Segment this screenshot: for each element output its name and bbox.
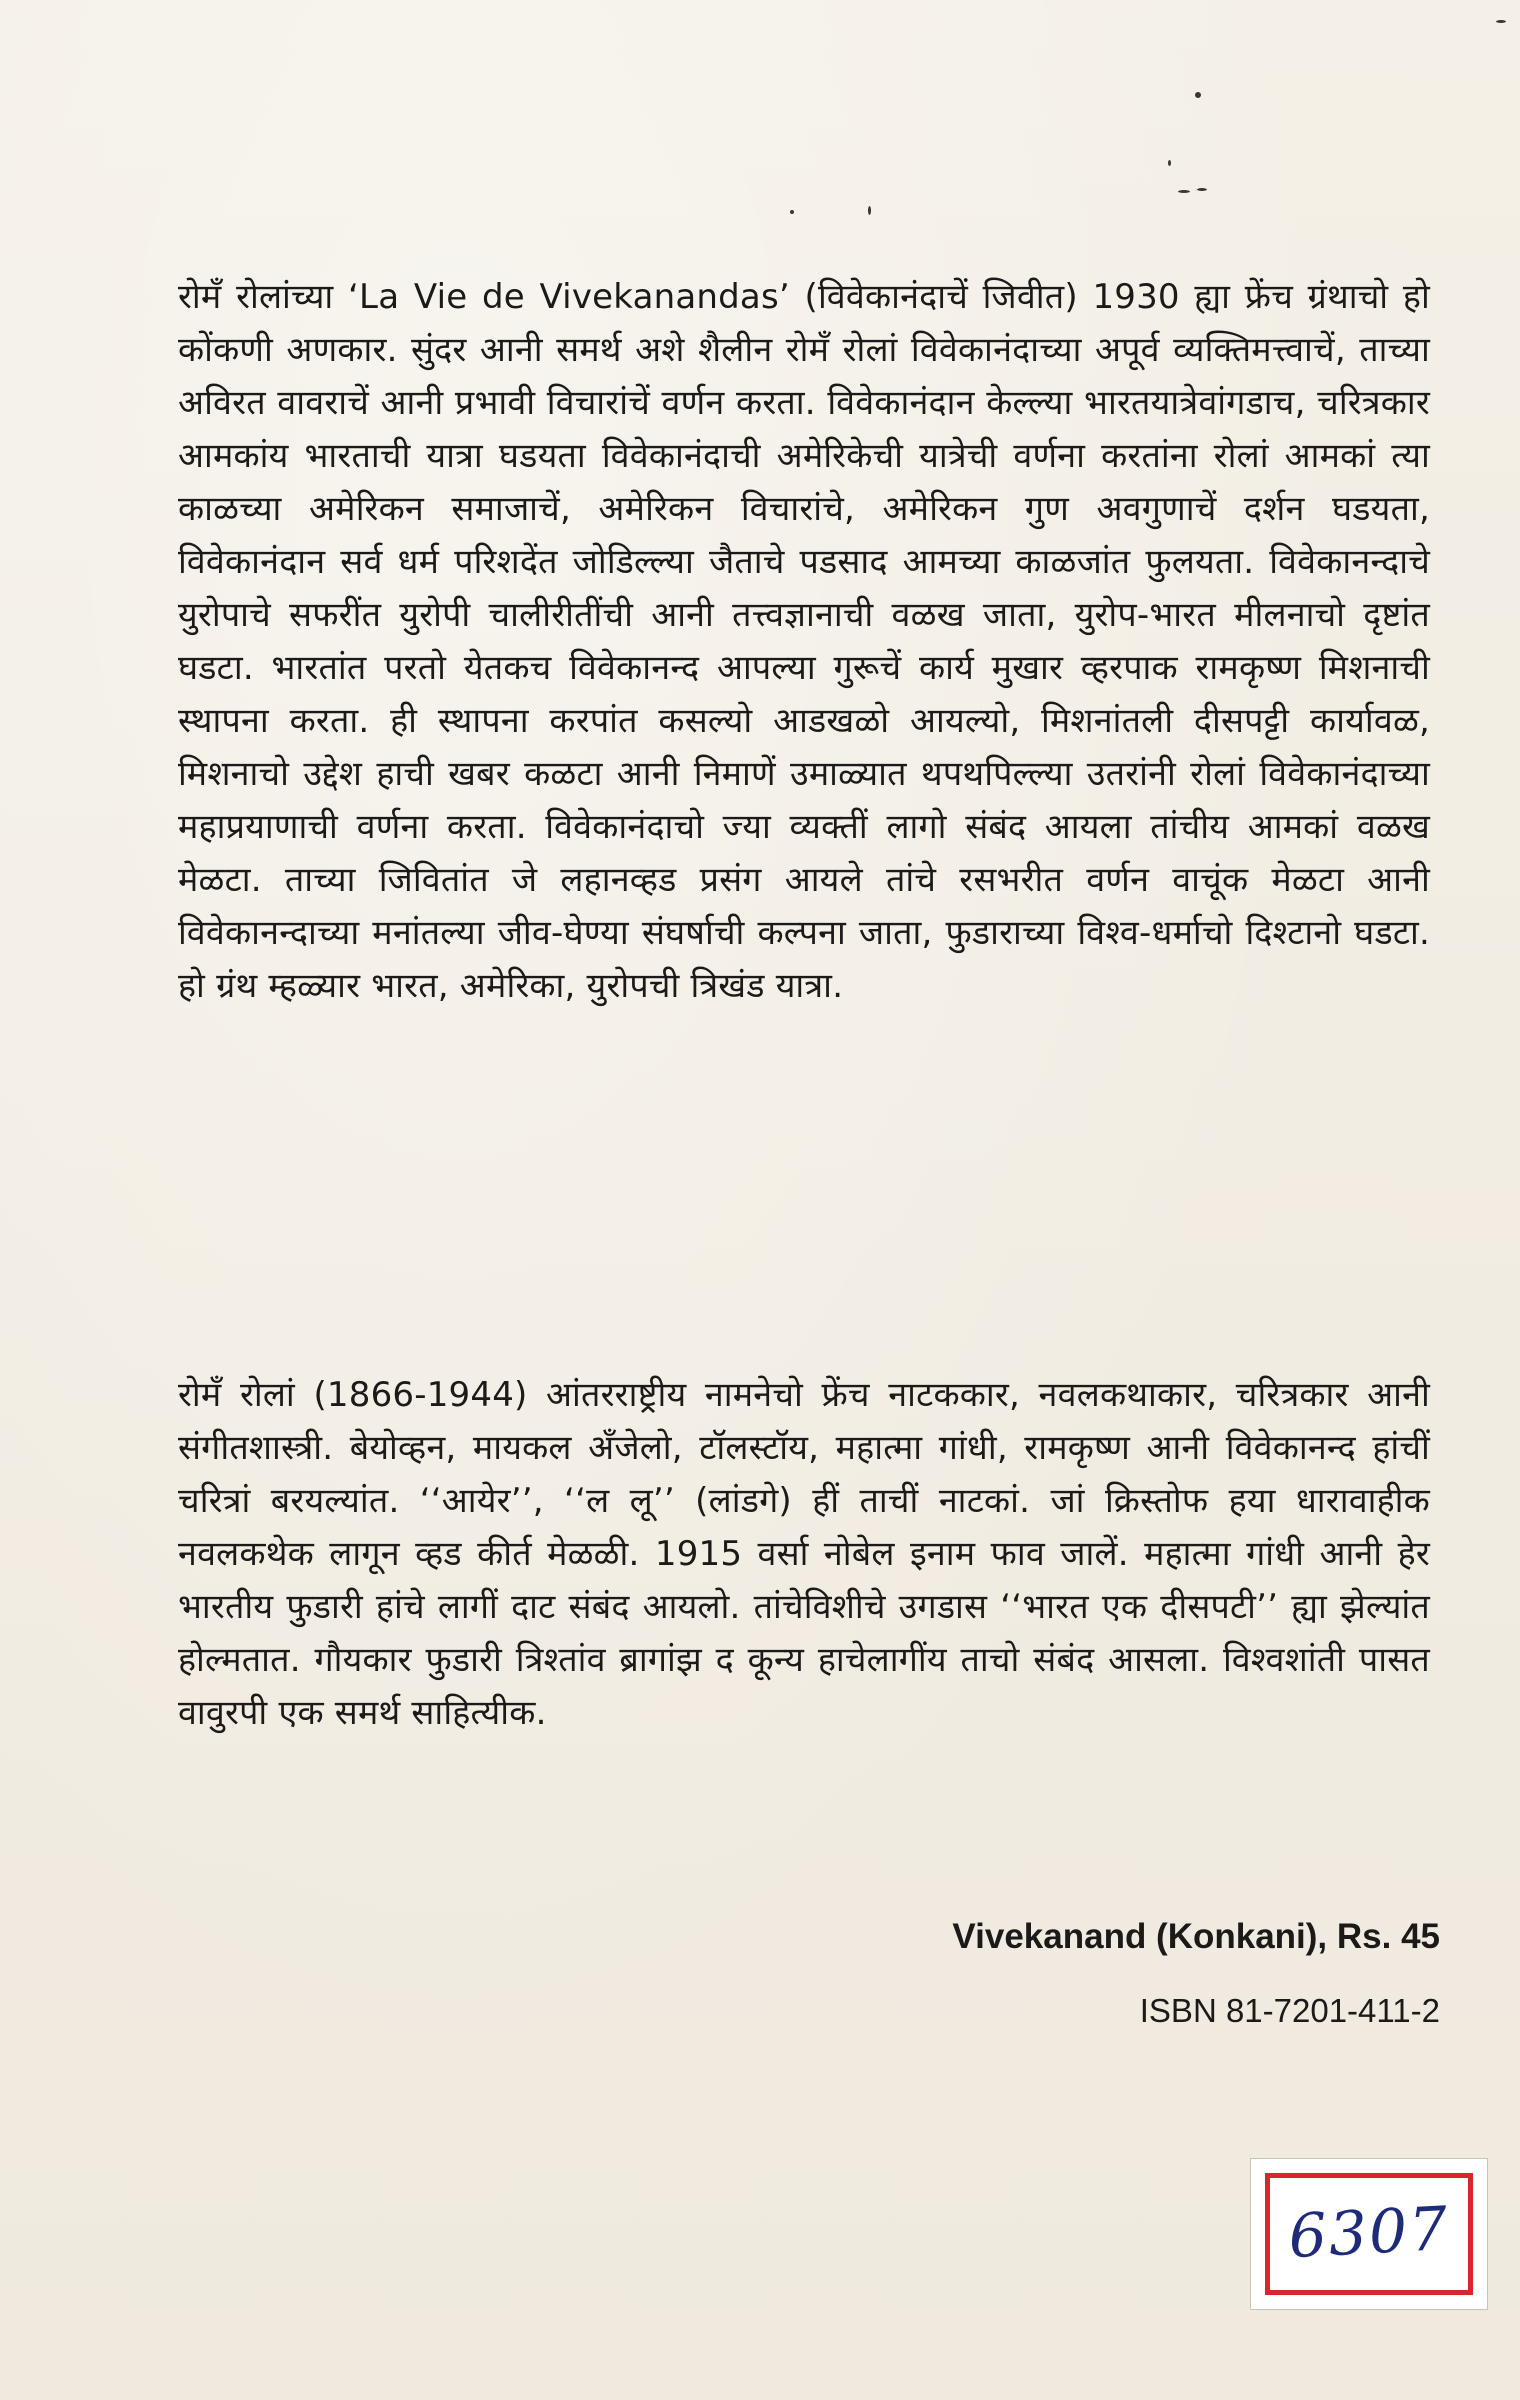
paper-speck [1195,92,1201,98]
paper-speck [1197,188,1207,191]
isbn-number: ISBN 81-7201-411-2 [1139,1992,1440,2029]
library-accession-number: 6307 [1286,2193,1452,2273]
library-accession-label [1250,2158,1488,2310]
paper-speck [790,210,794,214]
synopsis-paragraph: रोमँ रोलांच्या ‘La Vie de Vivekanandas’ (विवेकानंदाचें जिवीत) 1930 ह्या फ्रेंच ग्रंथाचो हो कोंकणी अणकार. सुंदर आनी समर्थ अशे शैलीन रोमँ रोलां विवेकानंदाच्या अपूर्व व्यक्तिमत्त्वाचें, ताच्या अविरत वावराचें आनी प्रभावी विचारांचें वर्णन करता. विवेकानंदान केल्ल्या भारतयात्रेवांगडाच, चरित्रकार आमकांय भारताची यात्रा घडयता विवेकानंदाची अमेरिकेची यात्रेची वर्णना करतांना रोलां आमकां त्या काळच्या अमेरिकन समाजाचें, अमेरिकन विचारांचे, अमेरिकन गुण अवगुणाचें दर्शन घडयता, विवेकानंदान सर्व धर्म परिशदेंत जोडिल्ल्या जैताचे पडसाद आमच्या काळजांत फुलयता. विवेकानन्दाचे युरोपाचे सफरींत युरोपी चालीरीतींची आनी तत्त्वज्ञानाची वळख जाता, युरोप-भारत मीलनाचो दृष्टांत घडटा. भारतांत परतो येतकच विवेकानन्द आपल्या गुरूचें कार्य मुखार व्हरपाक रामकृष्ण मिशनाची स्थापना करता. ही स्थापना करपांत कसल्यो आडखळो आयल्यो, मिशनांतली दीसपट्टी कार्यावळ, मिशनाचो उद्देश हाची खबर कळटा आनी निमाणें उमाळ्यात थपथपिल्ल्या उतरांनी रोलां विवेकानंदाच्या महाप्रयाणाची वर्णना करता. विवेकानंदाचो ज्या व्यक्तीं लागो संबंद आयला तांचीय आमकां वळख मेळटा. ताच्या जिवितांत जे लहानव्हड प्रसंग आयले तांचे रसभरीत वर्णन वाचूंक मेळटा आनी विवेकानन्दाच्या मनांतल्या जीव-घेण्या संघर्षाची कल्पना जाता, फुडाराच्या विश्व-धर्माचो दिश्टानो घडटा. हो ग्रंथ म्हळ्यार भारत, अमेरिका, युरोपची त्रिखंड यात्रा. [178,277,1430,1006]
paper-speck [1178,190,1190,193]
paper-speck [1496,20,1506,23]
book-title-price: Vivekanand (Konkani), Rs. 45 [952,1917,1440,1956]
paper-speck [868,206,871,215]
library-label-border [1265,2173,1473,2295]
paper-speck [1168,160,1171,166]
author-bio-paragraph: रोमँ रोलां (1866-1944) आंतरराष्ट्रीय नामनेचो फ्रेंच नाटककार, नवलकथाकार, चरित्रकार आनी संगीतशास्त्री. बेयोव्हन, मायकल अँजेलो, टॉलस्टॉय, महात्मा गांधी, रामकृष्ण आनी विवेकानन्द हांचीं चरित्रां बरयल्यांत. ‘‘आयेर’’, ‘‘ल लू’’ (लांडगे) हीं ताचीं नाटकां. जां क्रिस्तोफ हया धारावाहीक नवलकथेक लागून व्हड कीर्त मेळळी. 1915 वर्सा नोबेल इनाम फाव जालें. महात्मा गांधी आनी हेर भारतीय फुडारी हांचे लागीं दाट संबंद आयलो. तांचेविशीचे उगडास ‘‘भारत एक दीसपटी’’ ह्या झेल्यांत होल्मतात. गौयकार फुडारी त्रिश्तांव ब्रागांझ द कून्य हाचेलागींय ताचो संबंद आसला. विश्वशांती पासत वावुरपी एक समर्थ साहित्यीक. [178,1375,1430,1733]
